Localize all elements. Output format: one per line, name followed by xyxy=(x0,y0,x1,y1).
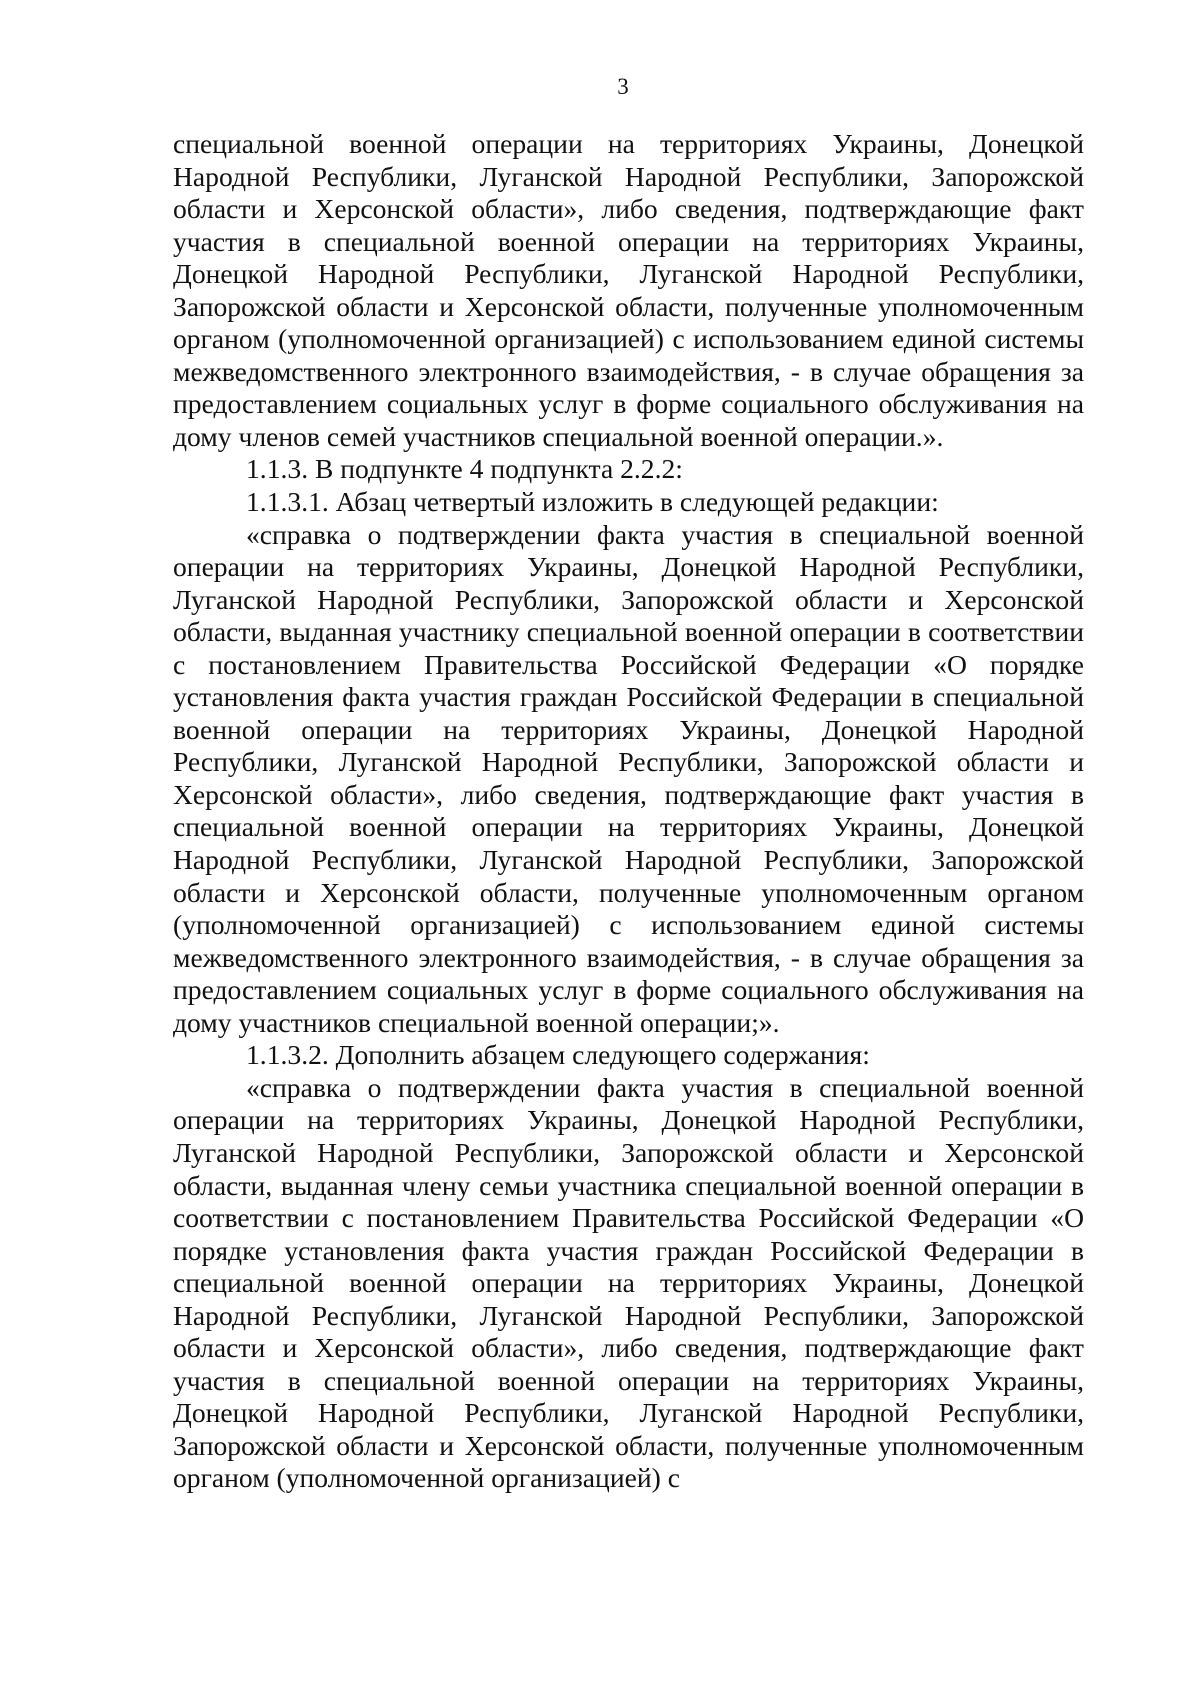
paragraph-1-1-3-1-heading: 1.1.3.1. Абзац четвертый изложить в следующей редакции: xyxy=(246,486,939,518)
paragraph-continuation: специальной военной операции на территориях Украины, Донецкой Народной Республики, Луганской Народной Республики, Запорожской области и Херсонской области», либо сведения, подтверждающие факт участия в специальной военной операции на территориях Украины, Донецкой Народной Республики, Луганской Народной Республики, Запорожской области и Херсонской области, полученные уполномоченным органом (уполномоченной организацией) с использованием единой системы межведомственного электронного взаимодействия, - в случае обращения за предоставлением социальных услуг в форме социального обслуживания на дому членов семей участников специальной военной операции.». xyxy=(173,128,1084,452)
page-number: 3 xyxy=(617,74,629,99)
paragraph-quoted-abstract-family-member: «справка о подтверждении факта участия в специальной военной операции на территориях Украины, Донецкой Народной Республики, Луганской Народной Республики, Запорожской области и Херсонской области, выданная члену семьи участника специальной военной операции в соответствии с постановлением Правительства Российской Федерации «О порядке установления факта участия граждан Российской Федерации в специальной военной операции на территориях Украины, Донецкой Народной Республики, Луганской Народной Республики, Запорожской области и Херсонской области», либо сведения, подтверждающие факт участия в специальной военной операции на территориях Украины, Донецкой Народной Республики, Луганской Народной Республики, Запорожской области и Херсонской области, полученные уполномоченным органом (уполномоченной организацией) с xyxy=(173,1071,1084,1494)
paragraph-1-1-3-heading: 1.1.3. В подпункте 4 подпункта 2.2.2: xyxy=(246,453,683,485)
document-body xyxy=(173,128,1084,1495)
paragraph-1-1-3-2-heading: 1.1.3.2. Дополнить абзацем следующего содержания: xyxy=(246,1039,870,1071)
paragraph-quoted-abstract-participant: «справка о подтверждении факта участия в специальной военной операции на территориях Украины, Донецкой Народной Республики, Луганской Народной Республики, Запорожской области и Херсонской области, выданная участнику специальной военной операции в соответствии с постановлением Правительства Российской Федерации «О порядке установления факта участия граждан Российской Федерации в специальной военной операции на территориях Украины, Донецкой Народной Республики, Луганской Народной Республики, Запорожской области и Херсонской области», либо сведения, подтверждающие факт участия в специальной военной операции на территориях Украины, Донецкой Народной Республики, Луганской Народной Республики, Запорожской области и Херсонской области, полученные уполномоченным органом (уполномоченной организацией) с использованием единой системы межведомственного электронного взаимодействия, - в случае обращения за предоставлением социальных услуг в форме социального обслуживания на дому участников специальной военной операции;». xyxy=(173,518,1084,1038)
